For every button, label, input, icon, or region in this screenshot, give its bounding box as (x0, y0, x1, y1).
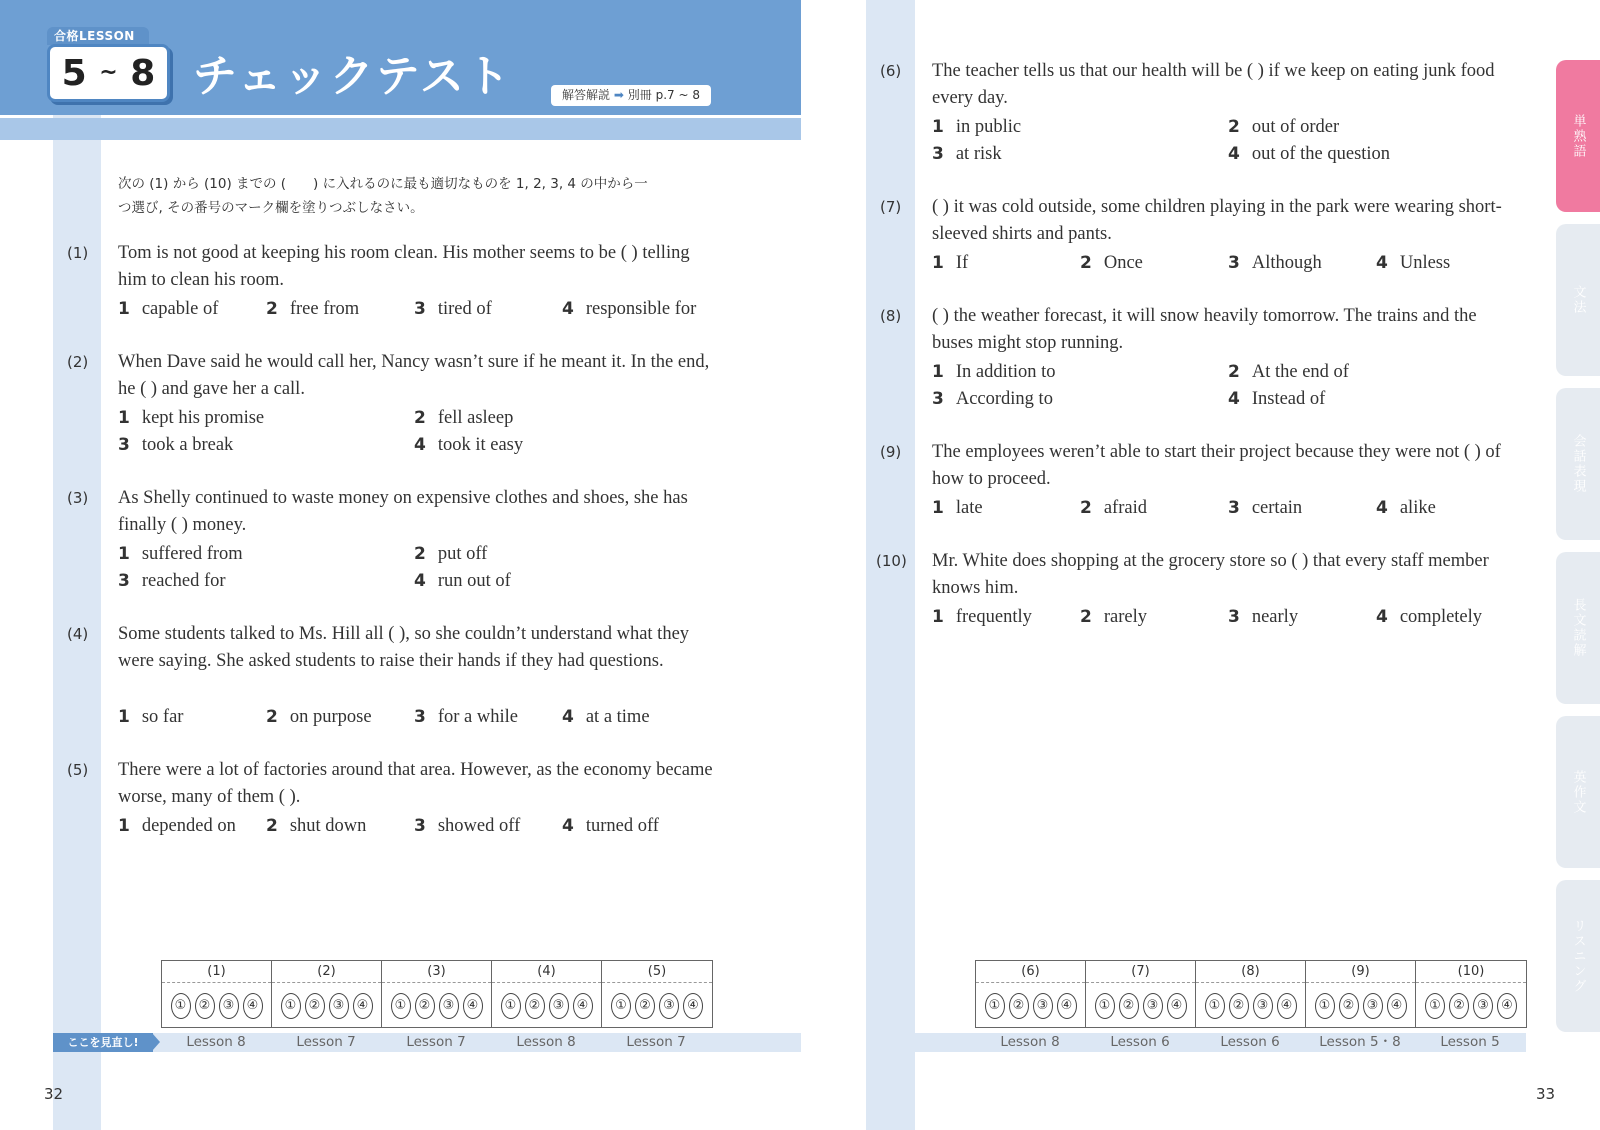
option-number: 4 (1376, 253, 1388, 273)
option-number: 2 (266, 706, 278, 727)
instructions-line-1: 次の (1) から (10) までの ( ) に入れるのに最も適切なものを 1, 2, 3, 4 の中から一 (118, 176, 648, 192)
option-number: 4 (1228, 388, 1240, 409)
answer-option (118, 299, 218, 320)
question-number: (2) (67, 353, 89, 371)
question-text: Mr. White does shopping at the grocery store so ( ) that every staff member knows him. (932, 551, 1489, 598)
answer-cell (1416, 961, 1526, 1027)
answer-cell-label: (8) (1196, 961, 1305, 983)
option-number: 4 (414, 570, 426, 591)
answer-bubble[interactable]: ④ (1497, 993, 1517, 1019)
lesson-sep: ~ (99, 60, 118, 85)
answer-bubbles (382, 983, 491, 1019)
answer-option (932, 607, 1032, 628)
option-number: 2 (414, 408, 426, 428)
answer-bubble[interactable]: ③ (1033, 993, 1053, 1019)
review-lesson: Lesson 8 (516, 1034, 576, 1050)
option-text: took it easy (437, 434, 524, 455)
review-lesson: Lesson 6 (1110, 1034, 1170, 1050)
answer-option (1080, 607, 1147, 628)
answer-bubble[interactable]: ③ (549, 993, 569, 1019)
review-arrow-icon (152, 1033, 160, 1051)
question-text: ( ) it was cold outside, some children playing in the park were wearing short-sleeved shirts and pants. (932, 197, 1502, 244)
option-number: 1 (932, 498, 944, 518)
option-number: 2 (1080, 498, 1092, 518)
answer-sheet-right (975, 960, 1527, 1028)
answer-cell (162, 961, 272, 1027)
option-number: 3 (1228, 253, 1240, 273)
option-text: responsible for (585, 299, 697, 319)
answer-option (414, 299, 492, 320)
answer-bubble[interactable]: ① (985, 993, 1005, 1019)
answer-option (118, 544, 243, 565)
answer-bubble[interactable]: ② (1009, 993, 1029, 1019)
answer-bubble[interactable]: ② (195, 993, 215, 1019)
answer-bubble[interactable]: ② (1119, 993, 1139, 1019)
option-number: 2 (266, 299, 278, 319)
answer-option (1376, 607, 1482, 628)
answer-option (1228, 253, 1322, 274)
question-number: (8) (880, 307, 902, 325)
answer-option (932, 389, 1053, 410)
option-text: completely (1399, 607, 1483, 627)
option-number: 3 (932, 388, 944, 409)
review-lesson: Lesson 7 (296, 1034, 356, 1050)
answer-bubble[interactable]: ③ (659, 993, 679, 1019)
option-text: reached for (141, 570, 226, 591)
answer-bubble[interactable]: ③ (1363, 993, 1383, 1019)
option-text: fell asleep (437, 408, 514, 428)
answer-cell-label: (9) (1306, 961, 1415, 983)
side-tab-label: 文法 (1570, 285, 1586, 315)
answer-option (118, 571, 226, 592)
lesson-tag: 合格LESSON (47, 27, 149, 45)
question-text: Some students talked to Ms. Hill all ( ), so she couldn’t understand what they were saying. She asked students to raise their hands if they had questions. (118, 624, 690, 671)
answer-cell (1306, 961, 1416, 1027)
question-number: (5) (67, 761, 89, 779)
answer-bubble[interactable]: ④ (1057, 993, 1077, 1019)
answer-option (1228, 144, 1390, 165)
option-number: 4 (562, 299, 574, 319)
answer-option (932, 362, 1056, 383)
question-text: When Dave said he would call her, Nancy wasn’t sure if he meant it. In the end, he ( ) and gave her a call. (118, 352, 710, 399)
option-text: afraid (1103, 498, 1147, 518)
option-number: 1 (118, 408, 130, 428)
review-lesson: Lesson 7 (626, 1034, 686, 1050)
answer-bubble[interactable]: ② (1449, 993, 1469, 1019)
answer-reference (551, 85, 711, 106)
answer-bubbles (492, 983, 601, 1019)
answer-option (118, 707, 183, 728)
option-text: out of the question (1251, 143, 1391, 164)
answer-cell (272, 961, 382, 1027)
option-number: 1 (932, 117, 944, 137)
option-number: 2 (1228, 117, 1240, 137)
answer-bubble[interactable]: ③ (1143, 993, 1163, 1019)
answer-bubble[interactable]: ① (1425, 993, 1445, 1019)
option-number: 2 (266, 816, 278, 836)
option-number: 3 (932, 143, 944, 164)
question-text: ( ) the weather forecast, it will snow heavily tomorrow. The trains and the buses might stop running. (932, 306, 1477, 353)
answer-bubble[interactable]: ④ (1277, 993, 1297, 1019)
answer-option (414, 816, 520, 837)
answer-bubble[interactable]: ② (305, 993, 325, 1019)
answer-cell-label: (3) (382, 961, 491, 983)
header-underline (0, 118, 801, 140)
left-margin-strip (53, 0, 101, 1130)
answer-cell (1196, 961, 1306, 1027)
option-text: nearly (1251, 607, 1299, 627)
side-tab-label: 長文読解 (1570, 598, 1586, 658)
lesson-range (47, 44, 170, 102)
answer-cell-label: (4) (492, 961, 601, 983)
answer-option (1228, 117, 1339, 138)
option-number: 3 (1228, 498, 1240, 518)
lesson-to: 8 (130, 53, 156, 94)
answer-option (562, 299, 696, 320)
option-number: 1 (932, 253, 944, 273)
option-number: 1 (118, 816, 130, 836)
answer-bubble[interactable]: ③ (329, 993, 349, 1019)
answer-bubble[interactable]: ③ (1473, 993, 1493, 1019)
option-number: 4 (562, 706, 574, 727)
option-number: 4 (1376, 607, 1388, 627)
side-tab[interactable] (1556, 552, 1600, 704)
answer-bubbles (1086, 983, 1195, 1019)
answer-cell (602, 961, 712, 1027)
option-text: put off (437, 544, 488, 564)
option-number: 3 (414, 706, 426, 727)
option-number: 3 (414, 299, 426, 319)
answer-option (414, 435, 523, 456)
answer-bubble[interactable]: ① (1205, 993, 1225, 1019)
option-text: certain (1251, 498, 1303, 518)
side-tab[interactable] (1556, 388, 1600, 540)
answer-bubble[interactable]: ② (525, 993, 545, 1019)
option-text: suffered from (141, 544, 243, 564)
answer-bubble[interactable]: ③ (219, 993, 239, 1019)
option-text: shut down (289, 816, 367, 836)
option-text: on purpose (289, 706, 372, 727)
option-text: free from (289, 299, 360, 319)
answer-cell-label: (7) (1086, 961, 1195, 983)
answer-bubble[interactable]: ① (1095, 993, 1115, 1019)
answer-bubble[interactable]: ④ (463, 993, 483, 1019)
side-tab-label: 会話表現 (1570, 434, 1586, 494)
answer-option (414, 571, 511, 592)
answer-option (414, 408, 513, 429)
answer-bubble[interactable]: ② (1339, 993, 1359, 1019)
review-lesson: Lesson 8 (1000, 1034, 1060, 1050)
answer-bubble[interactable]: ① (281, 993, 301, 1019)
answer-option (562, 816, 659, 837)
answer-bubble[interactable]: ① (501, 993, 521, 1019)
option-text: so far (141, 706, 184, 727)
option-number: 2 (1228, 362, 1240, 382)
question-text: The teacher tells us that our health will be ( ) if we keep on eating junk food every day. (932, 61, 1495, 108)
option-text: rarely (1103, 607, 1147, 627)
lesson-from: 5 (61, 53, 87, 94)
option-number: 2 (1080, 253, 1092, 273)
page-number-left: 32 (44, 1085, 64, 1103)
option-text: Although (1251, 253, 1322, 273)
answer-option (1228, 389, 1325, 410)
answer-bubble[interactable]: ① (1315, 993, 1335, 1019)
option-text: frequently (955, 607, 1032, 627)
question-text: The employees weren’t able to start their project because they were not ( ) of how to proceed. (932, 442, 1501, 489)
option-number: 1 (118, 706, 130, 727)
option-number: 1 (118, 299, 130, 319)
page-number-right: 33 (1536, 1085, 1556, 1103)
answer-bubble[interactable]: ④ (683, 993, 703, 1019)
answer-bubbles (272, 983, 381, 1019)
answer-option (414, 544, 487, 565)
review-lesson: Lesson 8 (186, 1034, 246, 1050)
option-text: at risk (955, 143, 1002, 164)
option-number: 2 (414, 544, 426, 564)
answer-option (1080, 253, 1143, 274)
answer-option (1228, 498, 1302, 519)
answer-bubble[interactable]: ④ (353, 993, 373, 1019)
answer-option (932, 144, 1002, 165)
answer-bubble[interactable]: ① (611, 993, 631, 1019)
option-text: out of order (1251, 117, 1340, 137)
side-tab[interactable] (1556, 224, 1600, 376)
answer-option (932, 117, 1021, 138)
option-number: 4 (562, 816, 574, 836)
option-number: 1 (118, 544, 130, 564)
option-text: At the end of (1251, 362, 1349, 382)
side-tab[interactable] (1556, 716, 1600, 868)
answer-option (562, 707, 650, 728)
option-number: 3 (118, 434, 130, 455)
side-tab-label: リスニング (1570, 918, 1586, 994)
answer-bubble[interactable]: ② (1229, 993, 1249, 1019)
option-text: turned off (585, 816, 659, 836)
answer-bubbles (976, 983, 1085, 1019)
option-text: depended on (141, 816, 236, 836)
answer-cell (976, 961, 1086, 1027)
answer-bubble[interactable]: ④ (1387, 993, 1407, 1019)
option-text: late (955, 498, 983, 518)
option-text: Unless (1399, 253, 1451, 273)
question-number: (10) (876, 552, 907, 570)
option-number: 4 (414, 434, 426, 455)
answer-option (414, 707, 518, 728)
answer-bubbles (1306, 983, 1415, 1019)
side-tab[interactable] (1556, 880, 1600, 1032)
answer-bubble[interactable]: ④ (243, 993, 263, 1019)
instructions (118, 172, 718, 220)
answer-bubble[interactable]: ② (415, 993, 435, 1019)
answer-option (1376, 253, 1450, 274)
review-lesson: Lesson 5・8 (1319, 1034, 1401, 1050)
option-text: Once (1103, 253, 1143, 273)
question-text: There were a lot of factories around that area. However, as the economy became worse, many of them ( ). (118, 760, 713, 807)
answer-bubbles (162, 983, 271, 1019)
answer-option (932, 253, 968, 274)
side-tab[interactable] (1556, 60, 1600, 212)
answer-cell (382, 961, 492, 1027)
answer-bubble[interactable]: ③ (1253, 993, 1273, 1019)
question-number: (9) (880, 443, 902, 461)
answer-option (1080, 498, 1147, 519)
arrow-icon: ➡ (613, 88, 624, 102)
question-text: Tom is not good at keeping his room clean. His mother seems to be ( ) telling him to clean his room. (118, 243, 690, 290)
answer-option (118, 408, 264, 429)
option-number: 4 (1376, 498, 1388, 518)
answer-bubbles (1416, 983, 1526, 1019)
option-number: 2 (1080, 607, 1092, 627)
option-text: tired of (437, 299, 492, 319)
review-lesson: Lesson 7 (406, 1034, 466, 1050)
ref-prefix: 解答解説 (562, 88, 611, 102)
answer-option (1228, 607, 1298, 628)
answer-cell-label: (1) (162, 961, 271, 983)
answer-cell-label: (6) (976, 961, 1085, 983)
review-lesson: Lesson 5 (1440, 1034, 1500, 1050)
ref-text: 別冊 p.7 ~ 8 (627, 88, 700, 102)
option-text: run out of (437, 570, 511, 591)
option-number: 3 (1228, 607, 1240, 627)
answer-cell-label: (10) (1416, 961, 1526, 983)
answer-cell-label: (2) (272, 961, 381, 983)
option-number: 1 (932, 607, 944, 627)
page-title: チェックテスト (193, 51, 512, 102)
review-lesson: Lesson 6 (1220, 1034, 1280, 1050)
side-tab-label: 英作文 (1570, 769, 1586, 815)
answer-option (1228, 362, 1349, 383)
option-text: kept his promise (141, 408, 265, 428)
answer-sheet-left (161, 960, 713, 1028)
question-number: (7) (880, 198, 902, 216)
option-text: Instead of (1251, 388, 1326, 409)
option-number: 3 (414, 816, 426, 836)
answer-bubble[interactable]: ① (391, 993, 411, 1019)
option-number: 1 (932, 362, 944, 382)
answer-cell-label: (5) (602, 961, 712, 983)
answer-option (266, 816, 366, 837)
answer-bubble[interactable]: ④ (1167, 993, 1187, 1019)
question-number: (1) (67, 244, 89, 262)
question-number: (4) (67, 625, 89, 643)
answer-option (118, 435, 233, 456)
answer-bubble[interactable]: ① (171, 993, 191, 1019)
option-text: capable of (141, 299, 219, 319)
question-number: (6) (880, 62, 902, 80)
answer-bubble[interactable]: ③ (439, 993, 459, 1019)
answer-bubble[interactable]: ④ (573, 993, 593, 1019)
answer-cell (492, 961, 602, 1027)
answer-option (932, 498, 983, 519)
option-number: 3 (118, 570, 130, 591)
option-number: 4 (1228, 143, 1240, 164)
answer-bubbles (1196, 983, 1305, 1019)
answer-option (266, 707, 372, 728)
option-text: at a time (585, 706, 650, 727)
option-text: for a while (437, 706, 518, 727)
side-tab-label: 単熟語 (1570, 113, 1586, 159)
answer-option (118, 816, 236, 837)
option-text: In addition to (955, 362, 1056, 382)
option-text: showed off (437, 816, 521, 836)
option-text: alike (1399, 498, 1436, 518)
review-label: ここを見直し! (53, 1033, 153, 1052)
option-text: in public (955, 117, 1022, 137)
answer-bubbles (602, 983, 712, 1019)
answer-option (266, 299, 359, 320)
question-text: As Shelly continued to waste money on expensive clothes and shoes, she has finally ( ) money. (118, 488, 688, 535)
option-text: If (955, 253, 969, 273)
answer-option (1376, 498, 1436, 519)
answer-cell (1086, 961, 1196, 1027)
answer-bubble[interactable]: ② (635, 993, 655, 1019)
question-number: (3) (67, 489, 89, 507)
instructions-line-2: つ選び, その番号のマーク欄を塗りつぶしなさい。 (118, 200, 424, 216)
option-text: took a break (141, 434, 234, 455)
option-text: According to (955, 388, 1053, 409)
